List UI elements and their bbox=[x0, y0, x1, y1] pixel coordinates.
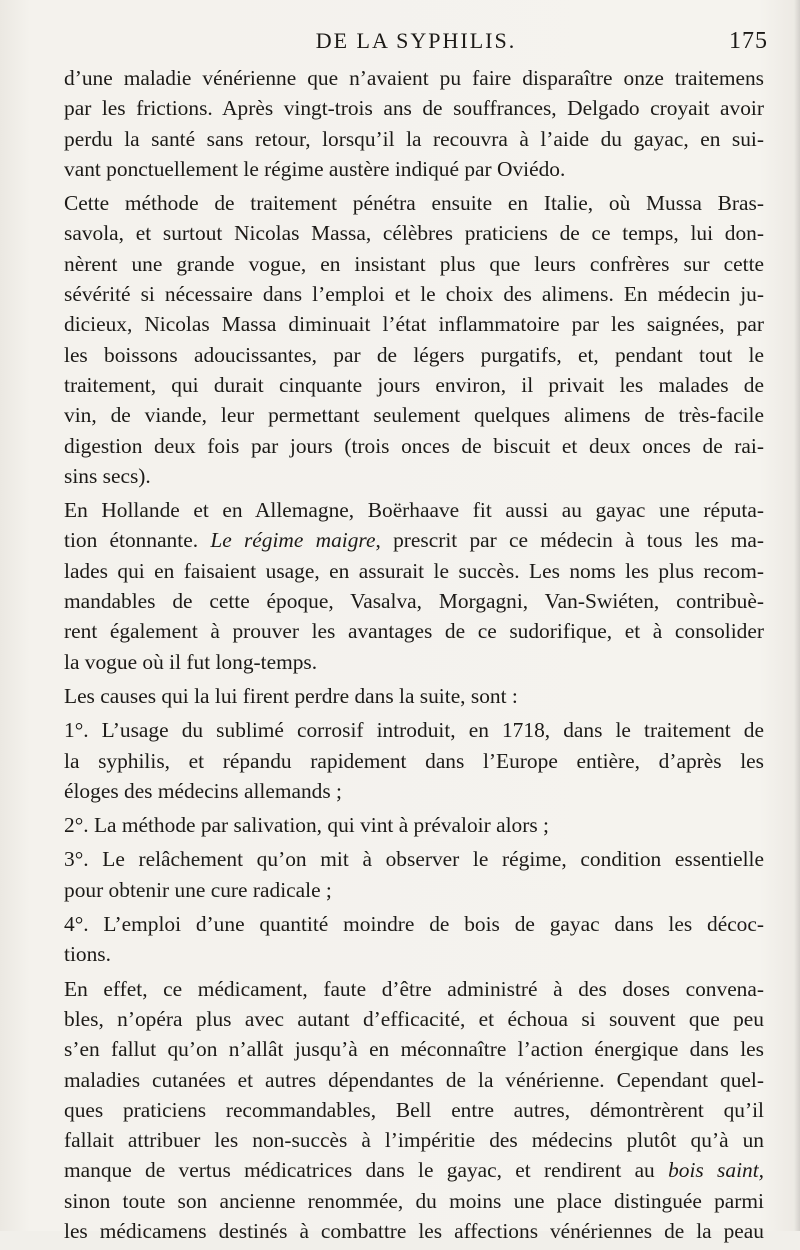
text-line: la vogue où il fut long-temps. bbox=[64, 649, 318, 674]
text-line-with-italic bbox=[64, 1155, 764, 1185]
text-line: 4°. L’emploi d’une quantité moindre de bois de gayac dans les décoc- bbox=[64, 912, 764, 937]
italic-phrase: bois saint, bbox=[668, 1158, 764, 1183]
text-line: les médicamens destinés à combattre les affections vénériennes de la peau bbox=[64, 1218, 764, 1243]
text-line: vin, de viande, leur permettant seulement quelques alimens de très-facile bbox=[64, 403, 764, 428]
text-line: savola, et surtout Nicolas Massa, célèbres praticiens de ce temps, lui don- bbox=[64, 221, 764, 246]
text-line: sins secs). bbox=[64, 463, 151, 488]
text-line: digestion deux fois par jours (trois onces de biscuit et deux onces de rai- bbox=[64, 433, 764, 458]
page-header bbox=[64, 26, 768, 62]
body-text bbox=[64, 63, 764, 1250]
text-line: d’une maladie vénérienne que n’avaient pu faire disparaître onze traitemens bbox=[64, 66, 764, 90]
text-fragment: , prescrit par ce médecin à tous les ma- bbox=[375, 528, 764, 553]
text-line: bles, n’opéra plus avec autant d’efficacité, et échoua si souvent que peu bbox=[64, 1006, 764, 1031]
text-line: 2°. La méthode par salivation, qui vint à prévaloir alors ; bbox=[64, 813, 549, 838]
italic-phrase: Le régime maigre bbox=[210, 528, 376, 553]
text-line: sinon toute son ancienne renommée, du moins une place distinguée parmi bbox=[64, 1188, 764, 1213]
paragraph bbox=[64, 188, 764, 491]
text-line: fallait attribuer les non-succès à l’impéritie des médecins plutôt qu’à un bbox=[64, 1128, 764, 1153]
text-line: Les causes qui la lui firent perdre dans la suite, sont : bbox=[64, 683, 518, 708]
list-item bbox=[64, 844, 764, 905]
text-line: les boissons adoucissantes, par de légers purgatifs, et, pendant tout le bbox=[64, 342, 764, 367]
text-line: pour obtenir une cure radicale ; bbox=[64, 877, 332, 902]
text-line: mandables de cette époque, Vasalva, Morgagni, Van-Swiéten, contribuè- bbox=[64, 589, 764, 614]
list-item bbox=[64, 810, 764, 840]
text-line: 1°. L’usage du sublimé corrosif introduit, en 1718, dans le traitement de bbox=[64, 718, 764, 743]
text-line: lades qui en faisaient usage, en assurait le succès. Les noms les plus recom- bbox=[64, 558, 764, 583]
text-line: rent également à prouver les avantages de ce sudorifique, et à consolider bbox=[64, 619, 764, 644]
text-fragment: manque de vertus médicatrices dans le gayac, et rendirent au bbox=[64, 1158, 669, 1183]
text-fragment: tion étonnante. bbox=[64, 528, 211, 553]
running-head: DE LA SYPHILIS. bbox=[315, 28, 517, 53]
text-line: vant ponctuellement le régime austère indiqué par Oviédo. bbox=[64, 156, 566, 181]
text-line: s’en fallut qu’on n’allât jusqu’à en méconnaître l’action énergique dans les bbox=[64, 1037, 764, 1062]
text-line: nèrent une grande vogue, en insistant plus que leurs confrères sur cette bbox=[64, 251, 764, 276]
text-line: par les frictions. Après vingt-trois ans de souffrances, Delgado croyait avoir bbox=[64, 96, 764, 121]
text-line: traitement, qui durait cinquante jours environ, il privait les malades de bbox=[64, 372, 764, 397]
text-line: la syphilis, et répandu rapidement dans l’Europe entière, d’après les bbox=[64, 748, 764, 773]
paragraph bbox=[64, 63, 764, 184]
text-line: En Hollande et en Allemagne, Boërhaave fit aussi au gayac une réputa- bbox=[64, 498, 764, 523]
text-line: Cette méthode de traitement pénétra ensuite en Italie, où Mussa Bras- bbox=[64, 191, 764, 216]
text-line: maladies cutanées et autres dépendantes de la vénérienne. Cependant quel- bbox=[64, 1067, 764, 1092]
text-line: sévérité si nécessaire dans l’emploi et le choix des alimens. En médecin ju- bbox=[64, 282, 764, 307]
paragraph bbox=[64, 974, 764, 1247]
paragraph bbox=[64, 681, 764, 711]
text-line: éloges des médecins allemands ; bbox=[64, 778, 342, 803]
text-line-with-italic bbox=[64, 525, 764, 555]
text-line: 3°. Le relâchement qu’on mit à observer le régime, condition essentielle bbox=[64, 847, 764, 872]
text-line: tions. bbox=[64, 942, 111, 967]
text-line: dicieux, Nicolas Massa diminuait l’état inflammatoire par les saignées, par bbox=[64, 312, 764, 337]
text-line: perdu la santé sans retour, lorsqu’il la recouvra à l’aide du gayac, en sui- bbox=[64, 126, 764, 151]
text-line: En effet, ce médicament, faute d’être administré à des doses convena- bbox=[64, 976, 764, 1001]
paragraph bbox=[64, 495, 764, 677]
page-edge-shadow bbox=[794, 0, 800, 1231]
text-line: ques praticiens recommandables, Bell entre autres, démontrèrent qu’il bbox=[64, 1097, 764, 1122]
page-number: 175 bbox=[729, 28, 768, 54]
list-item bbox=[64, 715, 764, 806]
list-item bbox=[64, 909, 764, 970]
